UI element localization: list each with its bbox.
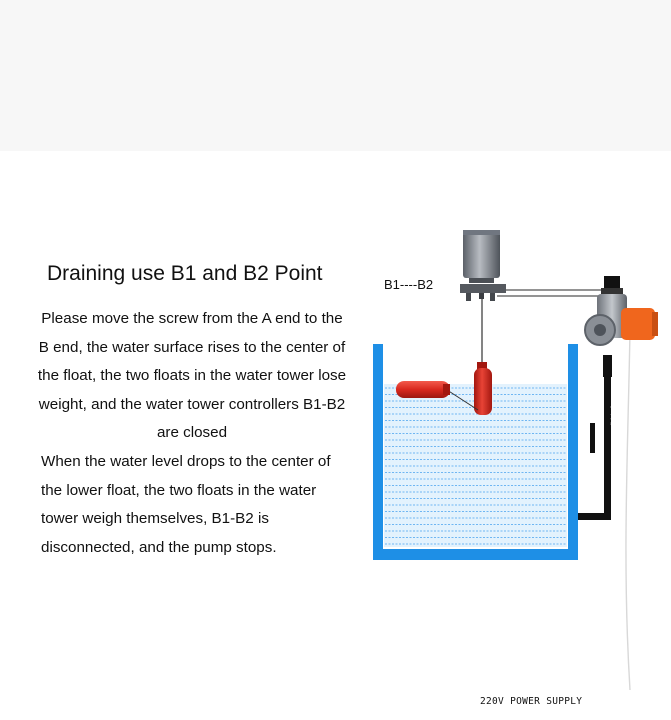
description-paragraph-2: When the water level drops to the center of the lower float, the two floats in the water tower weigh themselves, B1-B2 is disconnected, and the pump stops. [41, 452, 331, 556]
upper-float [474, 362, 492, 415]
pipe-label-char-2: 水 [610, 412, 618, 421]
water-tower-controller [460, 230, 506, 301]
pipe-label [610, 402, 619, 430]
pipe-label-char-3: 管 [610, 421, 618, 430]
pipe-marker [590, 423, 595, 453]
power-cable [626, 330, 630, 690]
contact-label: B1----B2 [384, 277, 434, 292]
lower-float [396, 381, 450, 398]
power-supply-label: 220V POWER SUPPLY [480, 696, 583, 707]
page-title: Draining use B1 and B2 Point [47, 262, 323, 285]
description-paragraph-1: Please move the screw from the A end to the B end, the water surface rises to the center of the float, the two floats in the water tower lose weight, and the water tower controllers B1-B2 are closed [37, 310, 347, 442]
pipe-label-char-1: 供 [610, 403, 618, 412]
water-pump [585, 276, 658, 377]
